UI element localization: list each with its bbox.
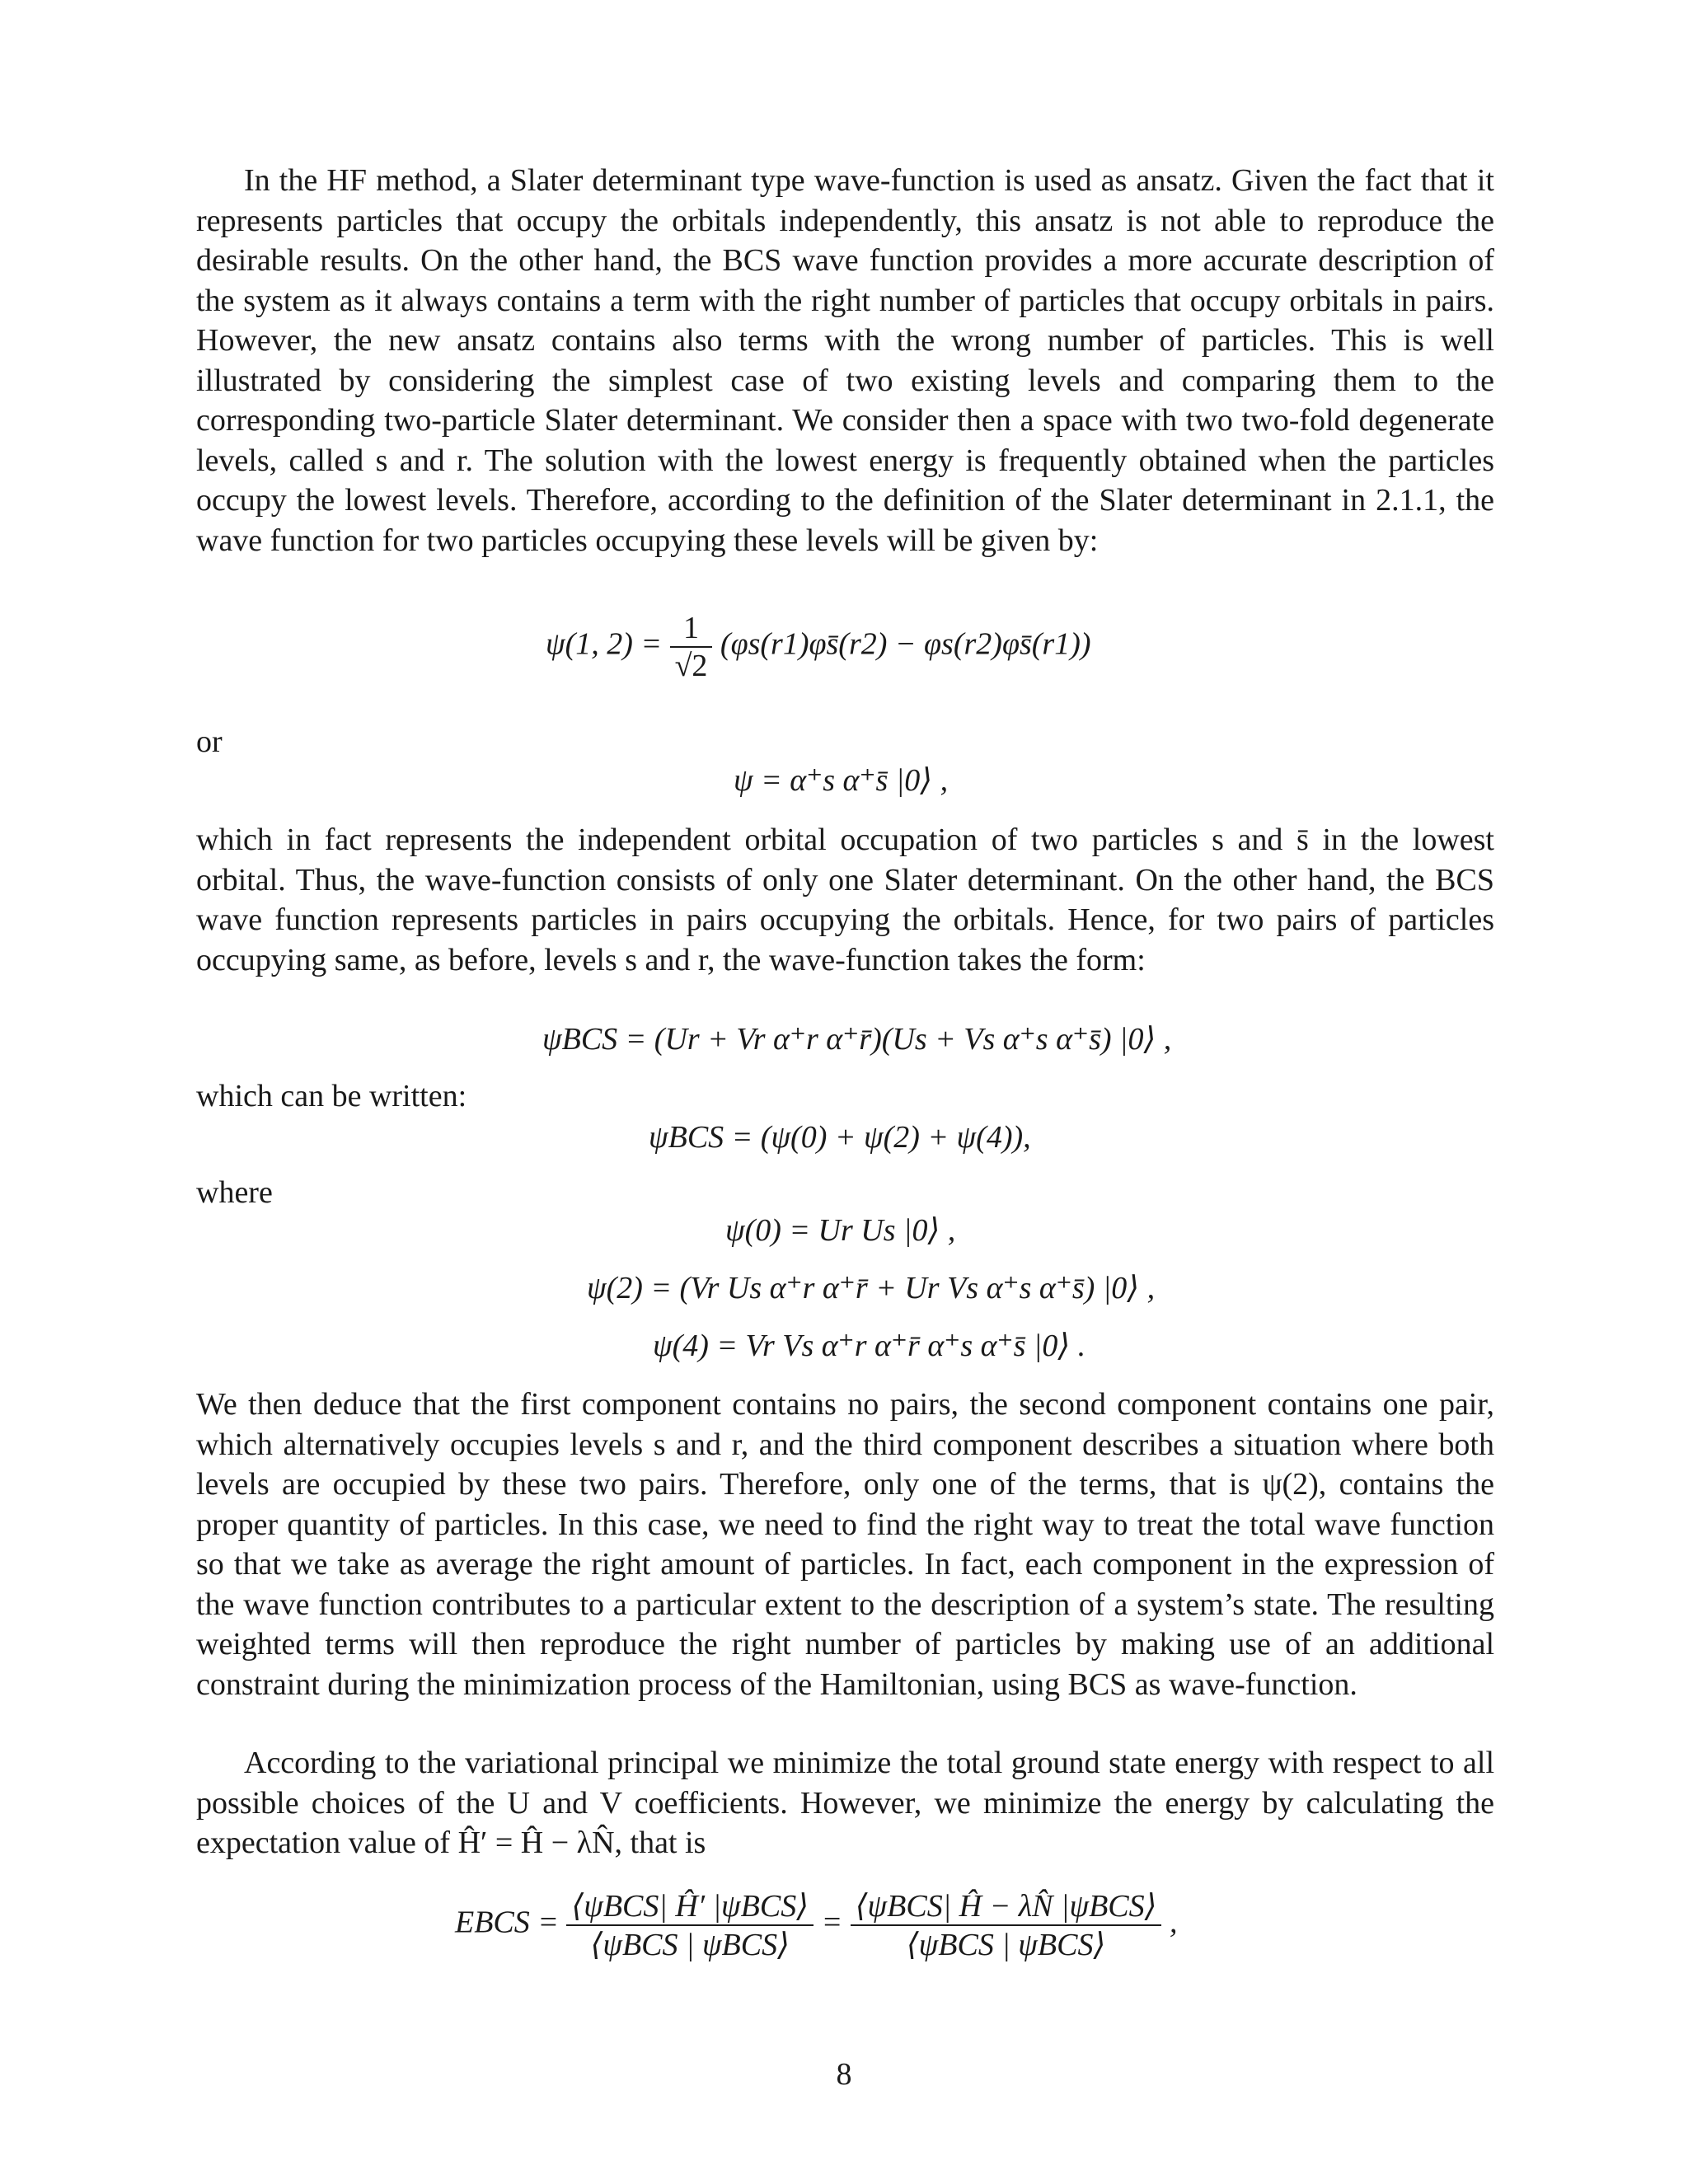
equation-bcs-decomposition: ψBCS = (ψ(0) + ψ(2) + ψ(4)), bbox=[649, 1120, 1031, 1155]
equation-psi-zero: ψ(0) = Ur Us |0⟩ , bbox=[725, 1213, 956, 1248]
fraction-expectation-h-lambda-n bbox=[851, 1887, 1162, 1963]
equation-psi-two: ψ(2) = (Vr Us α⁺r α⁺r̄ + Ur Vs α⁺s α⁺s̄) |0⟩ , bbox=[587, 1271, 1156, 1305]
fraction-denominator: √2 bbox=[674, 649, 708, 683]
fraction-denominator: ⟨ψBCS | ψBCS⟩ bbox=[906, 1928, 1106, 1962]
paragraph-hf-method: In the HF method, a Slater determinant type wave-function is used as ansatz. Given the fact that it represents particles that occupy the orbitals independently, this ansatz is not able to reproduce the desirable results. On the other hand, the BCS wave function provides a more accurate description of the system as it always contains a term with the right number of particles that occupy orbitals in pairs. However, the new ansatz contains also terms with the wrong number of particles. This is well illustrated by considering the simplest case of two existing levels and comparing them to the corresponding two-particle Slater determinant. We consider then a space with two two-fold degenerate levels, called s and r. The solution with the lowest energy is frequently obtained when the particles occupy the lowest levels. Therefore, according to the definition of the Slater determinant in 2.1.1, the wave function for two particles occupying these levels will be given by: bbox=[196, 163, 1494, 558]
equation-slater-two-particle bbox=[546, 610, 1091, 684]
equation-bcs-energy bbox=[455, 1887, 1177, 1963]
page-number: 8 bbox=[836, 2057, 852, 2092]
label-or: or bbox=[196, 724, 223, 759]
equation-lhs: EBCS = bbox=[455, 1905, 559, 1940]
fraction-one-over-root-two bbox=[670, 610, 713, 684]
equals-sign: = bbox=[821, 1905, 843, 1940]
label-where: where bbox=[196, 1175, 273, 1210]
paragraph-variational-principle: According to the variational principal we minimize the total ground state energy with respect to all possible choices of the U and V coefficients. However, we minimize the energy by calculating the expectation value of Ĥ′ = Ĥ − λN̂, that is bbox=[196, 1746, 1494, 1860]
equation-bcs-wavefunction: ψBCS = (Ur + Vr α⁺r α⁺r̄)(Us + Vs α⁺s α⁺s̄) |0⟩ , bbox=[542, 1022, 1172, 1057]
fraction-numerator: ⟨ψBCS| Ĥ′ |ψBCS⟩ bbox=[566, 1887, 814, 1926]
equation-rhs: (φs(r1)φs̄(r2) − φs(r2)φs̄(r1)) bbox=[720, 626, 1091, 662]
equation-lhs: ψ(1, 2) = bbox=[546, 626, 663, 662]
trailing-comma: , bbox=[1169, 1905, 1178, 1940]
equation-creation-operators: ψ = α⁺s α⁺s̄ |0⟩ , bbox=[734, 763, 949, 798]
equation-psi-four: ψ(4) = Vr Vs α⁺r α⁺r̄ α⁺s α⁺s̄ |0⟩ . bbox=[653, 1329, 1086, 1363]
paragraph-independent-occupation: which in fact represents the independent orbital occupation of two particles s and s̄ in the lowest orbital. Thus, the wave-function consists of only one Slater determinant. On the other hand, the BCS wave function represents particles in pairs occupying the orbitals. Hence, for two pairs of particles occupying same, as before, levels s and r, the wave-function takes the form: bbox=[196, 823, 1494, 977]
fraction-numerator: ⟨ψBCS| Ĥ − λN̂ |ψBCS⟩ bbox=[851, 1887, 1162, 1926]
fraction-expectation-h-prime bbox=[566, 1887, 814, 1963]
paragraph-component-analysis: We then deduce that the first component contains no pairs, the second component contains one pair, which alternatively occupies levels s and r, and the third component describes a situation where both levels are occupied by these two pairs. Therefore, only one of the terms, that is ψ(2), contains the proper quantity of particles. In this case, we need to find the right way to treat the total wave function so that we take as average the right amount of particles. In fact, each component in the expression of the wave function contributes to a particular extent to the description of a system’s state. The resulting weighted terms will then reproduce the right number of particles by making use of an additional constraint during the minimization process of the Hamiltonian, using BCS as wave-function. bbox=[196, 1387, 1494, 1702]
fraction-denominator: ⟨ψBCS | ψBCS⟩ bbox=[590, 1928, 790, 1962]
fraction-numerator: 1 bbox=[670, 610, 713, 648]
label-which-can-be-written: which can be written: bbox=[196, 1079, 467, 1113]
